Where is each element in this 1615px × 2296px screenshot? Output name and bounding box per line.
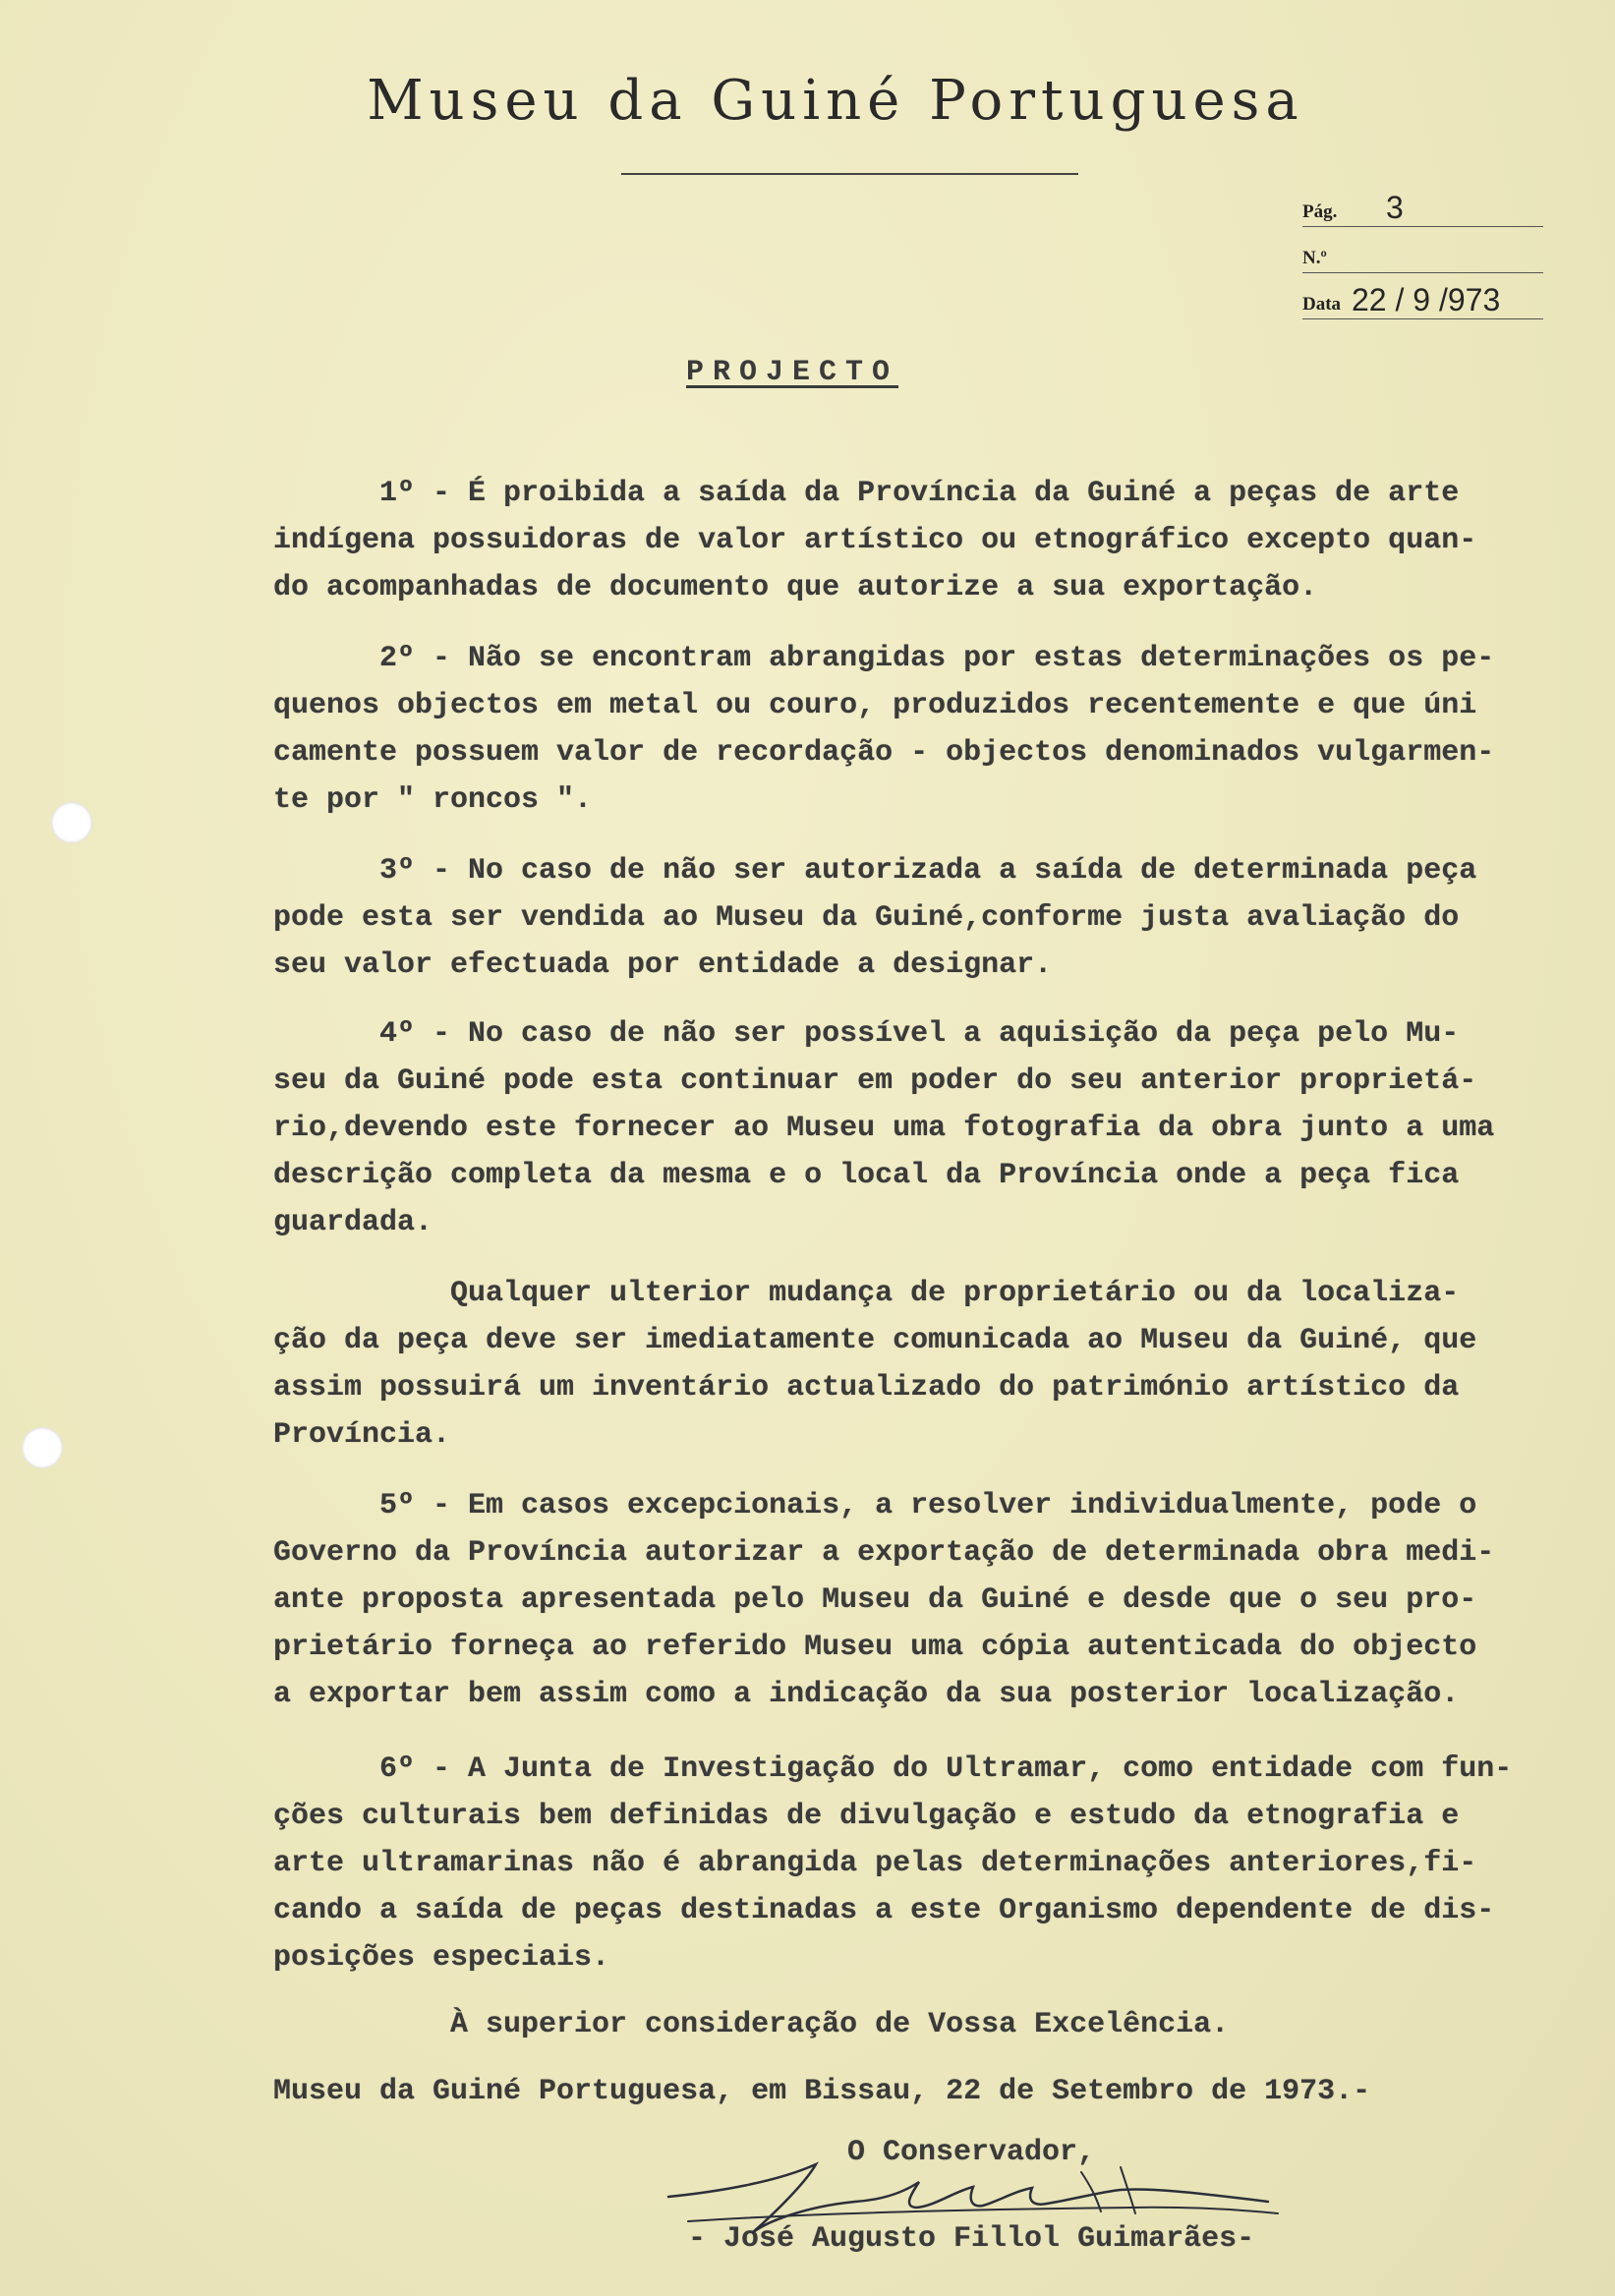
date-year: 973 (1447, 282, 1501, 317)
text-line: 4º - No caso de não ser possível a aquisição da peça pelo Mu- (273, 1017, 1460, 1051)
date-day: 22 (1352, 282, 1387, 317)
date-value (1352, 282, 1500, 318)
text-line: 1º - É proibida a saída da Província da Guiné a peças de arte (273, 477, 1460, 510)
text-line: te por " roncos ". (273, 783, 593, 817)
text-line: indígena possuidoras de valor artístico ou etnográfico excepto quan- (273, 524, 1477, 557)
closing-consideration (273, 2001, 1612, 2048)
date-month: 9 (1413, 282, 1431, 317)
paragraph-3 (273, 847, 1612, 989)
text-line: Museu da Guiné Portuguesa, em Bissau, 22 de Setembro de 1973.- (273, 2075, 1371, 2108)
date-separator: / (1430, 282, 1448, 317)
text-line: Qualquer ulterior mudança de proprietário ou da localiza- (273, 1277, 1460, 1310)
text-line: 2º - Não se encontram abrangidas por estas determinações os pe- (273, 642, 1495, 675)
text-line: 3º - No caso de não ser autorizada a saída de determinada peça (273, 854, 1477, 888)
number-row (1302, 233, 1543, 273)
text-line: prietário forneça ao referido Museu uma cópia autenticada do objecto (273, 1631, 1477, 1664)
text-line: - José Augusto Fillol Guimarães- (688, 2222, 1255, 2256)
date-row (1302, 279, 1543, 319)
date-separator: / (1386, 282, 1413, 317)
text-line: 6º - A Junta de Investigação do Ultramar, como entidade com fun- (273, 1752, 1513, 1786)
paragraph-1 (273, 470, 1612, 611)
date-label: Data (1302, 294, 1342, 315)
document-title: PROJECTO (686, 356, 899, 389)
text-line: O Conservador, (847, 2136, 1096, 2169)
text-line: guardada. (273, 1206, 433, 1239)
punch-hole-bottom (22, 1427, 63, 1468)
place-and-date (273, 2068, 1612, 2115)
text-line: a exportar bem assim como a indicação da sua posterior localização. (273, 1678, 1460, 1711)
text-line: do acompanhadas de documento que autorize a sua exportação. (273, 571, 1318, 604)
text-line: 5º - Em casos excepcionais, a resolver individualmente, pode o (273, 1489, 1477, 1522)
page-number-row (1302, 187, 1543, 227)
text-line: arte ultramarinas não é abrangida pelas determinações anteriores,fi- (273, 1847, 1477, 1880)
text-line: quenos objectos em metal ou couro, produzidos recentemente e que úni (273, 689, 1477, 722)
text-line: camente possuem valor de recordação - objectos denominados vulgarmen- (273, 736, 1495, 770)
text-line: ante proposta apresentada pelo Museu da Guiné e desde que o seu pro- (273, 1583, 1477, 1617)
page-number-value: 3 (1386, 190, 1404, 225)
reference-block (1302, 187, 1543, 325)
text-line: assim possuirá um inventário actualizado do património artístico da (273, 1371, 1460, 1405)
letterhead-rule (621, 173, 1078, 175)
text-line: ção da peça deve ser imediatamente comunicada ao Museu da Guiné, que (273, 1324, 1477, 1357)
text-line: Província. (273, 1418, 451, 1452)
paragraph-2 (273, 635, 1612, 824)
paragraph-6 (273, 1482, 1612, 1718)
text-line: ções culturais bem definidas de divulgação e estudo da etnografia e (273, 1800, 1460, 1833)
text-line: À superior consideração de Vossa Excelência. (273, 2008, 1230, 2041)
paragraph-4 (273, 1010, 1612, 1246)
handwritten-signature (659, 2152, 1288, 2241)
text-line: Governo da Província autorizar a exportação de determinada obra medi- (273, 1536, 1495, 1570)
letterhead-title: Museu da Guiné Portuguesa (367, 69, 1304, 133)
text-line: rio,devendo este fornecer ao Museu uma fotografia da obra junto a uma (273, 1112, 1495, 1145)
punch-hole-top (51, 802, 92, 843)
text-line: cando a saída de peças destinadas a este Organismo dependente de dis- (273, 1894, 1495, 1927)
text-line: posições especiais. (273, 1941, 610, 1975)
paragraph-5 (273, 1270, 1612, 1459)
text-line: pode esta ser vendida ao Museu da Guiné,conforme justa avaliação do (273, 901, 1460, 935)
text-line: descrição completa da mesma e o local da Província onde a peça fica (273, 1159, 1460, 1192)
text-line: seu da Guiné pode esta continuar em poder do seu anterior proprietá- (273, 1064, 1477, 1098)
number-label: N.º (1302, 248, 1327, 268)
text-line: seu valor efectuada por entidade a designar. (273, 948, 1053, 982)
paragraph-7 (273, 1746, 1612, 1981)
page-label: Pág. (1302, 201, 1338, 222)
